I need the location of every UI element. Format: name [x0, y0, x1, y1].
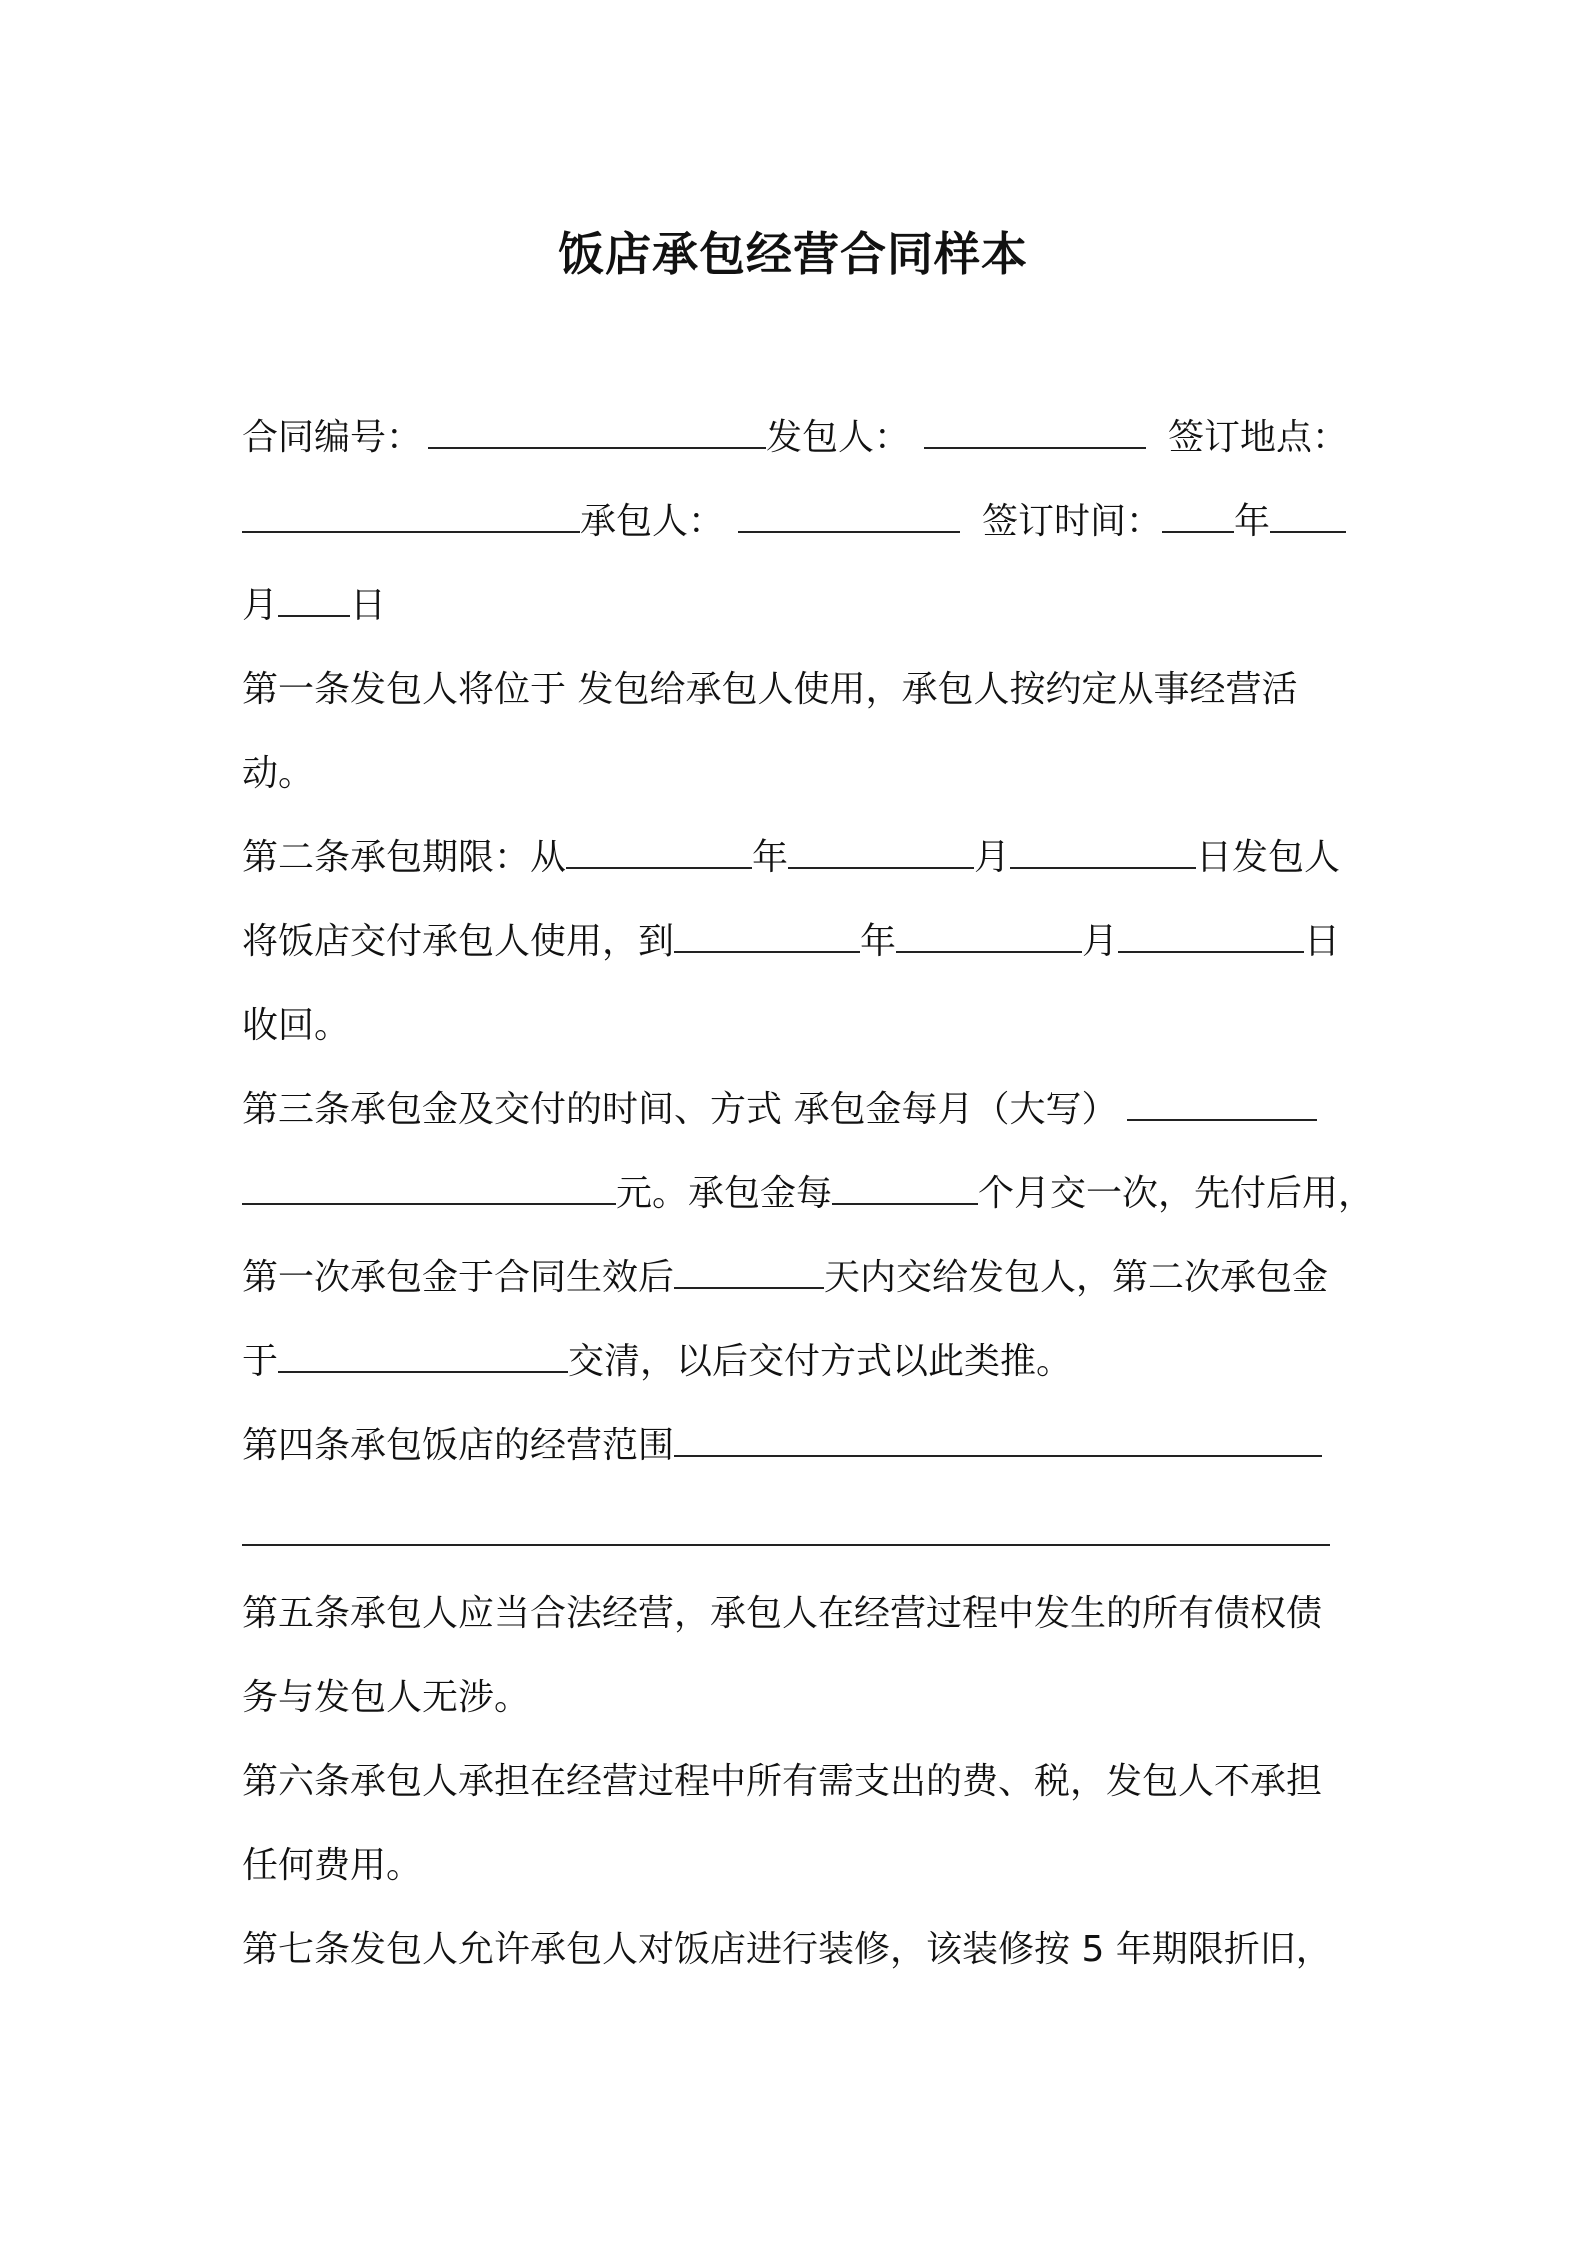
term-start-year-blank — [566, 837, 752, 869]
sign-place-blank — [242, 501, 580, 533]
business-scope-blank-2 — [242, 1544, 1330, 1546]
sign-month-lead-blank — [1270, 501, 1346, 533]
clause-3-line-3 — [242, 1252, 1357, 1304]
first-payment-days-blank — [674, 1257, 824, 1289]
sign-year-label: 年 — [1234, 501, 1271, 542]
clause-2-line-2 — [242, 916, 1357, 968]
clause-2-line-2-prefix: 将饭店交付承包人使用，到 — [242, 921, 675, 962]
term-end-month-label: 月 — [1082, 921, 1119, 962]
clause-4-line-1 — [242, 1420, 1357, 1472]
contract-no-label: 合同编号： — [242, 417, 423, 458]
contractee-blank — [738, 501, 960, 533]
first-payment-tail: 天内交给发包人，第二次承包金 — [824, 1257, 1329, 1298]
fee-yuan-label: 元。承包金每 — [616, 1173, 833, 1214]
second-payment-tail: 交清，以后交付方式以此类推。 — [568, 1341, 1073, 1382]
term-start-year-label: 年 — [752, 837, 789, 878]
clause-1-line-1: 第一条发包人将位于 发包给承包人使用，承包人按约定从事经营活 — [242, 669, 1298, 710]
clause-3-line-4 — [242, 1336, 1357, 1388]
monthly-fee-blank-2 — [242, 1173, 616, 1205]
term-start-day-blank — [1010, 837, 1196, 869]
term-end-month-blank — [896, 921, 1082, 953]
header-line-1 — [242, 412, 1357, 464]
clause-5-line-2: 务与发包人无涉。 — [242, 1677, 531, 1718]
term-end-day-label: 日 — [1304, 921, 1341, 962]
clause-2-line-1 — [242, 832, 1357, 884]
sign-day-label: 日 — [350, 585, 387, 626]
first-payment-prefix: 第一次承包金于合同生效后 — [242, 1257, 675, 1298]
clause-5-line-1: 第五条承包人应当合法经营，承包人在经营过程中发生的所有债权债 — [242, 1593, 1323, 1634]
fee-months-blank — [832, 1173, 978, 1205]
clause-1-line-2: 动。 — [242, 753, 315, 794]
contract-no-blank — [428, 417, 766, 449]
sign-month-label: 月 — [242, 585, 279, 626]
clause-3-line-1 — [242, 1084, 1357, 1136]
term-start-month-blank — [788, 837, 974, 869]
term-end-day-blank — [1118, 921, 1304, 953]
clause-6-line-1: 第六条承包人承担在经营过程中所有需支出的费、税，发包人不承担 — [242, 1761, 1323, 1802]
term-start-day-label: 日发包人 — [1196, 837, 1341, 878]
term-end-year-blank — [674, 921, 860, 953]
second-payment-prefix: 于 — [242, 1341, 279, 1382]
term-start-month-label: 月 — [974, 837, 1011, 878]
clause-3-prefix: 第三条承包金及交付的时间、方式 承包金每月（大写） — [242, 1089, 1118, 1130]
fee-months-tail: 个月交一次，先付后用， — [978, 1173, 1375, 1214]
contractor-blank — [924, 417, 1146, 449]
header-line-3 — [242, 580, 1357, 632]
document-title: 饭店承包经营合同样本 — [558, 227, 1028, 281]
contractee-label: 承包人： — [580, 501, 725, 542]
sign-year-blank — [1162, 501, 1234, 533]
sign-place-label: 签订地点： — [1168, 417, 1349, 458]
monthly-fee-blank-1 — [1127, 1089, 1317, 1121]
business-scope-label: 第四条承包饭店的经营范围 — [242, 1425, 675, 1466]
clause-6-line-2: 任何费用。 — [242, 1845, 423, 1886]
second-payment-blank — [278, 1341, 568, 1373]
contractor-label: 发包人： — [766, 417, 911, 458]
header-line-2 — [242, 496, 1357, 548]
clause-7-line-1: 第七条发包人允许承包人对饭店进行装修，该装修按 5 年期限折旧， — [242, 1929, 1332, 1970]
sign-time-label: 签订时间： — [982, 501, 1163, 542]
term-end-year-label: 年 — [860, 921, 897, 962]
sign-day-blank — [278, 585, 350, 617]
clause-2-prefix: 第二条承包期限：从 — [242, 837, 567, 878]
clause-2-line-3: 收回。 — [242, 1005, 351, 1046]
clause-3-line-2 — [242, 1168, 1375, 1220]
business-scope-blank-1 — [674, 1425, 1322, 1457]
